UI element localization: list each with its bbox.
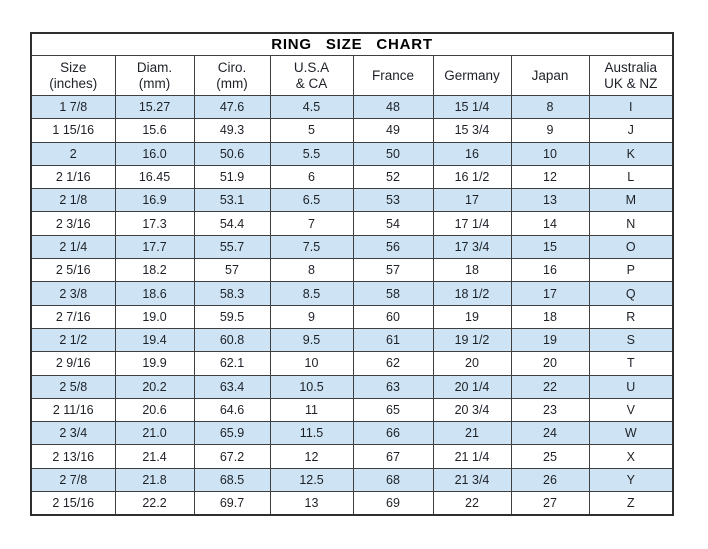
table-row	[31, 398, 673, 421]
table-cell: 59.5	[194, 305, 270, 328]
table-cell: 18.6	[115, 282, 194, 305]
column-header-u-s-a-ca: U.S.A & CA	[270, 56, 353, 96]
table-cell: 20.2	[115, 375, 194, 398]
table-cell: 2 1/8	[31, 189, 115, 212]
table-cell: I	[589, 96, 673, 119]
table-cell: 52	[353, 165, 433, 188]
table-cell: 17.7	[115, 235, 194, 258]
table-cell: 19.4	[115, 328, 194, 351]
table-title-row	[31, 33, 673, 56]
table-row	[31, 96, 673, 119]
table-cell: 69.7	[194, 492, 270, 516]
table-cell: 5	[270, 119, 353, 142]
table-cell: 10	[511, 142, 589, 165]
table-cell: Q	[589, 282, 673, 305]
table-cell: 21	[433, 422, 511, 445]
table-cell: 2 9/16	[31, 352, 115, 375]
table-cell: 20 1/4	[433, 375, 511, 398]
table-cell: 20	[511, 352, 589, 375]
table-row	[31, 259, 673, 282]
table-cell: 69	[353, 492, 433, 516]
table-cell: 26	[511, 468, 589, 491]
table-cell: K	[589, 142, 673, 165]
table-row	[31, 165, 673, 188]
table-cell: 55.7	[194, 235, 270, 258]
table-cell: 19.0	[115, 305, 194, 328]
table-cell: 53.1	[194, 189, 270, 212]
table-cell: 19	[433, 305, 511, 328]
table-cell: 21 3/4	[433, 468, 511, 491]
table-cell: N	[589, 212, 673, 235]
table-cell: J	[589, 119, 673, 142]
table-cell: 2 7/16	[31, 305, 115, 328]
table-cell: 8	[270, 259, 353, 282]
table-cell: 7.5	[270, 235, 353, 258]
table-cell: O	[589, 235, 673, 258]
table-cell: 12.5	[270, 468, 353, 491]
table-cell: P	[589, 259, 673, 282]
table-cell: 57	[194, 259, 270, 282]
table-cell: 11	[270, 398, 353, 421]
table-cell: 21.0	[115, 422, 194, 445]
table-cell: 5.5	[270, 142, 353, 165]
table-cell: 15 3/4	[433, 119, 511, 142]
table-cell: 16.0	[115, 142, 194, 165]
table-cell: 65.9	[194, 422, 270, 445]
table-cell: 51.9	[194, 165, 270, 188]
table-cell: 17 3/4	[433, 235, 511, 258]
table-header-row	[31, 56, 673, 96]
table-cell: 20 3/4	[433, 398, 511, 421]
table-cell: 2 1/2	[31, 328, 115, 351]
table-cell: 2 3/4	[31, 422, 115, 445]
table-cell: 2 15/16	[31, 492, 115, 516]
table-cell: 2 1/16	[31, 165, 115, 188]
table-cell: 17 1/4	[433, 212, 511, 235]
table-row	[31, 142, 673, 165]
table-row	[31, 235, 673, 258]
table-cell: 1 15/16	[31, 119, 115, 142]
table-cell: 18 1/2	[433, 282, 511, 305]
table-cell: 20.6	[115, 398, 194, 421]
table-cell: 16.9	[115, 189, 194, 212]
table-cell: U	[589, 375, 673, 398]
table-cell: X	[589, 445, 673, 468]
table-row	[31, 468, 673, 491]
table-cell: 64.6	[194, 398, 270, 421]
table-cell: 21.8	[115, 468, 194, 491]
table-cell: 6	[270, 165, 353, 188]
table-cell: 24	[511, 422, 589, 445]
table-cell: 2 1/4	[31, 235, 115, 258]
table-cell: 15 1/4	[433, 96, 511, 119]
table-cell: 22	[433, 492, 511, 516]
table-cell: 9.5	[270, 328, 353, 351]
table-cell: 18	[433, 259, 511, 282]
table-cell: 16.45	[115, 165, 194, 188]
table-cell: 8	[511, 96, 589, 119]
table-cell: M	[589, 189, 673, 212]
table-cell: 15.6	[115, 119, 194, 142]
column-header-ciro-mm: Ciro. (mm)	[194, 56, 270, 96]
table-cell: 47.6	[194, 96, 270, 119]
ring-size-table	[30, 32, 674, 516]
table-cell: 6.5	[270, 189, 353, 212]
table-cell: 12	[511, 165, 589, 188]
table-cell: 48	[353, 96, 433, 119]
table-cell: Y	[589, 468, 673, 491]
table-cell: Z	[589, 492, 673, 516]
table-cell: 16	[511, 259, 589, 282]
table-cell: 10	[270, 352, 353, 375]
table-row	[31, 422, 673, 445]
column-header-france: France	[353, 56, 433, 96]
table-cell: 65	[353, 398, 433, 421]
table-cell: 49	[353, 119, 433, 142]
table-cell: 63.4	[194, 375, 270, 398]
table-cell: 18	[511, 305, 589, 328]
table-row	[31, 375, 673, 398]
table-cell: 10.5	[270, 375, 353, 398]
table-cell: 49.3	[194, 119, 270, 142]
table-row	[31, 445, 673, 468]
table-cell: 15	[511, 235, 589, 258]
table-cell: 11.5	[270, 422, 353, 445]
table-cell: 19	[511, 328, 589, 351]
table-cell: L	[589, 165, 673, 188]
table-cell: 22.2	[115, 492, 194, 516]
table-cell: 58.3	[194, 282, 270, 305]
table-row	[31, 212, 673, 235]
table-cell: 62	[353, 352, 433, 375]
table-cell: 17	[511, 282, 589, 305]
table-cell: 63	[353, 375, 433, 398]
table-cell: 2 3/16	[31, 212, 115, 235]
table-cell: 19.9	[115, 352, 194, 375]
table-cell: 17.3	[115, 212, 194, 235]
table-cell: 2 13/16	[31, 445, 115, 468]
column-header-germany: Germany	[433, 56, 511, 96]
table-cell: 60	[353, 305, 433, 328]
table-cell: 27	[511, 492, 589, 516]
table-cell: 14	[511, 212, 589, 235]
table-cell: T	[589, 352, 673, 375]
table-cell: 56	[353, 235, 433, 258]
table-cell: 68.5	[194, 468, 270, 491]
table-cell: 20	[433, 352, 511, 375]
table-cell: W	[589, 422, 673, 445]
column-header-diam-mm: Diam. (mm)	[115, 56, 194, 96]
table-cell: 50	[353, 142, 433, 165]
table-cell: 57	[353, 259, 433, 282]
table-row	[31, 352, 673, 375]
table-cell: 7	[270, 212, 353, 235]
table-cell: 66	[353, 422, 433, 445]
table-cell: 13	[511, 189, 589, 212]
table-cell: 22	[511, 375, 589, 398]
table-cell: 62.1	[194, 352, 270, 375]
table-cell: V	[589, 398, 673, 421]
table-cell: 16	[433, 142, 511, 165]
table-cell: 9	[511, 119, 589, 142]
ring-size-chart	[30, 32, 672, 516]
table-cell: 54	[353, 212, 433, 235]
table-row	[31, 305, 673, 328]
column-header-japan: Japan	[511, 56, 589, 96]
table-cell: 25	[511, 445, 589, 468]
table-cell: 2 5/16	[31, 259, 115, 282]
table-cell: 68	[353, 468, 433, 491]
table-cell: 1 7/8	[31, 96, 115, 119]
table-cell: 2	[31, 142, 115, 165]
table-cell: 16 1/2	[433, 165, 511, 188]
table-cell: 50.6	[194, 142, 270, 165]
table-cell: 17	[433, 189, 511, 212]
table-cell: 67	[353, 445, 433, 468]
table-cell: 8.5	[270, 282, 353, 305]
table-cell: 21 1/4	[433, 445, 511, 468]
table-cell: S	[589, 328, 673, 351]
table-row	[31, 492, 673, 516]
table-body	[31, 96, 673, 516]
table-cell: 2 5/8	[31, 375, 115, 398]
column-header-size-inches: Size (inches)	[31, 56, 115, 96]
table-cell: 53	[353, 189, 433, 212]
table-cell: 9	[270, 305, 353, 328]
table-cell: 2 7/8	[31, 468, 115, 491]
table-cell: 4.5	[270, 96, 353, 119]
table-cell: 23	[511, 398, 589, 421]
table-row	[31, 119, 673, 142]
table-cell: 13	[270, 492, 353, 516]
column-header-australia-uk-nz: Australia UK & NZ	[589, 56, 673, 96]
table-cell: 61	[353, 328, 433, 351]
table-cell: 21.4	[115, 445, 194, 468]
table-cell: 12	[270, 445, 353, 468]
table-cell: 67.2	[194, 445, 270, 468]
chart-title: RING SIZE CHART	[31, 33, 673, 56]
table-cell: 58	[353, 282, 433, 305]
table-cell: R	[589, 305, 673, 328]
table-row	[31, 328, 673, 351]
table-cell: 60.8	[194, 328, 270, 351]
table-cell: 2 11/16	[31, 398, 115, 421]
table-cell: 15.27	[115, 96, 194, 119]
table-row	[31, 282, 673, 305]
table-cell: 2 3/8	[31, 282, 115, 305]
table-cell: 18.2	[115, 259, 194, 282]
table-row	[31, 189, 673, 212]
table-cell: 19 1/2	[433, 328, 511, 351]
table-cell: 54.4	[194, 212, 270, 235]
